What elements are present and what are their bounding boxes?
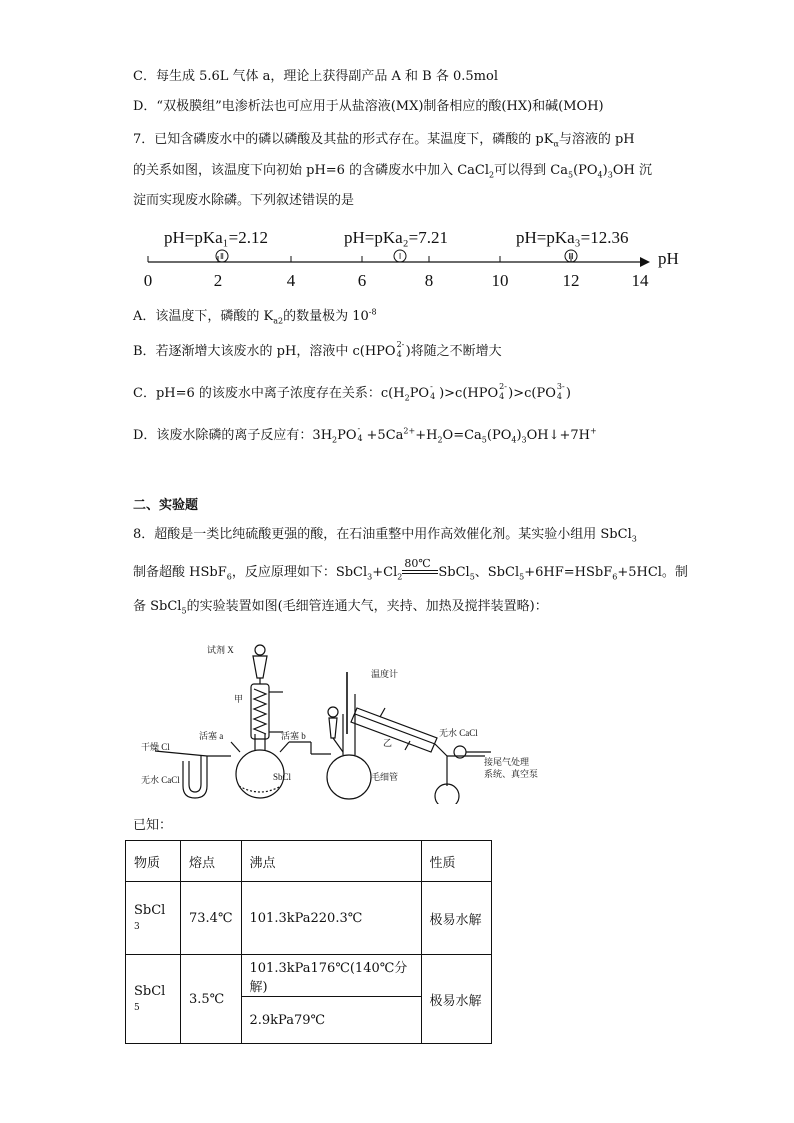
tick-label-12: 12	[562, 271, 580, 290]
q6-option-d: D．“双极膜组”电渗析法也可应用于从盐溶液(MX)制备相应的酸(HX)和碱(MOH)	[133, 99, 604, 114]
condenser-yi	[355, 714, 435, 744]
label-anhydrous-cacl2-right: 无水 CaCl	[439, 728, 478, 738]
label-stopcock-b: 活塞 b	[281, 731, 306, 741]
ph-axis-ticks	[148, 256, 571, 262]
known-label: 已知：	[133, 818, 173, 833]
tick-label-6: 6	[357, 271, 367, 290]
tick-label-2: 2	[213, 271, 223, 290]
apparatus-diagram	[135, 634, 555, 804]
q7-stem-line3: 淀而实现废水除磷。下列叙述错误的是	[133, 193, 355, 208]
q8-line1: 8．超酸是一类比纯硫酸更强的酸，在石油重整中用作高效催化剂。某实验小组用 SbCl$_3$	[133, 527, 637, 544]
q7-stem-line2: 的关系如图，该温度下向初始 pH=6 的含磷废水中加入 CaCl$_2$可以得到 $Ca_5(PO_4)_3OH$ 沉	[133, 163, 652, 180]
ph-pka-diagram	[130, 220, 690, 292]
q7-option-a: A．该温度下，磷酸的 $K_{a2}$的数量极为 $10^{-8}$	[133, 307, 377, 326]
cell-melting-point: 73.4℃	[181, 882, 242, 955]
dropping-funnel	[253, 656, 267, 678]
header-substance: 物质	[126, 841, 181, 882]
tick-label-4: 4	[286, 271, 296, 290]
label-yi: 乙	[383, 738, 393, 748]
tick-label-0: 0	[143, 271, 153, 290]
q7-option-d: D．该废水除磷的离子反应有：$3H_2PO$ - 4 $+5Ca^{2+}+H_2O=Ca_5(PO_4)_3OH↓+7H^+$	[133, 424, 597, 445]
reaction-condition-equals: 80℃	[402, 564, 438, 578]
label-tail-gas-1: 接尾气处理	[484, 757, 530, 767]
q8-line2: 制备超酸 HSbF$_6$，反应原理如下：$SbCl_3+Cl_2$ 80℃ SbCl$_5$、SbCl$_5$+6HF=HSbF$_6$+5HCl。制	[133, 557, 688, 582]
header-boiling-point: 沸点	[241, 841, 421, 882]
cell-melting-point: 3.5℃	[181, 955, 242, 1044]
tick-label-14: 14	[631, 271, 649, 290]
region-iii-mark: Ⅲ	[568, 252, 574, 261]
header-melting-point: 熔点	[181, 841, 242, 882]
table-header-row	[126, 841, 492, 882]
properties-table	[125, 840, 492, 1044]
ph-axis-label: pH	[658, 249, 679, 268]
q7-option-c: C．pH=6 的该废水中离子浓度存在关系：$c(H_2PO$ - 4 )>c(HPO 2- 4 )>c(PO 3- 4 )	[133, 382, 571, 403]
cell-property: 极易水解	[421, 955, 491, 1044]
label-reagent-x: 试剂 X	[207, 645, 234, 655]
cell-substance: SbCl 3	[126, 882, 181, 955]
cell-substance: SbCl 5	[126, 955, 181, 1044]
section-title: 二、实验题	[133, 498, 199, 513]
q6-option-c: C．每生成 5.6L 气体 a，理论上获得副产品 A 和 B 各 0.5mol	[133, 69, 498, 84]
cell-boiling-point: 101.3kPa220.3℃	[241, 882, 421, 955]
table-row	[126, 882, 492, 955]
pka1-label: pH=pKa₁=2.12	[164, 228, 268, 247]
label-jia: 甲	[234, 694, 244, 704]
tick-label-8: 8	[424, 271, 434, 290]
region-ii-mark: Ⅱ	[220, 252, 224, 261]
distillation-flask	[327, 755, 371, 799]
label-capillary: 毛细管	[371, 772, 399, 782]
receiver-flask	[435, 784, 459, 804]
cell-property: 极易水解	[421, 882, 491, 955]
tick-label-10: 10	[491, 271, 509, 290]
label-thermometer: 温度计	[371, 669, 399, 679]
region-i-mark: Ⅰ	[398, 252, 402, 261]
q7-stem-line1: 7．已知含磷废水中的磷以磷酸及其盐的形式存在。某温度下，磷酸的 $pK_\alpha$与溶液的 pH	[133, 132, 635, 149]
label-tail-gas-2: 系统、真空泵	[484, 769, 539, 779]
q7-option-b: B．若逐渐增大该废水的 pH，溶液中 c(HPO 2- 4 )将随之不断增大	[133, 340, 502, 359]
label-anhydrous-cacl2-left: 无水 CaCl	[141, 775, 180, 785]
cell-boiling-point: 101.3kPa176℃(140℃分解)	[241, 955, 421, 997]
pka2-label: pH=pKa₂=7.21	[344, 228, 448, 247]
ph-axis-arrow	[640, 257, 650, 267]
q8-line3: 备 SbCl$_5$的实验装置如图(毛细管连通大气，夹持、加热及搅拌装置略)：	[133, 599, 548, 616]
cell-boiling-point: 2.9kPa79℃	[241, 997, 421, 1044]
table-row	[126, 955, 492, 997]
label-stopcock-a: 活塞 a	[199, 731, 224, 741]
label-sbcl3: SbCl	[273, 772, 292, 782]
header-property: 性质	[421, 841, 491, 882]
label-dry-cl2: 干燥 Cl	[141, 742, 170, 752]
pka3-label: pH=pKa₃=12.36	[516, 228, 629, 247]
